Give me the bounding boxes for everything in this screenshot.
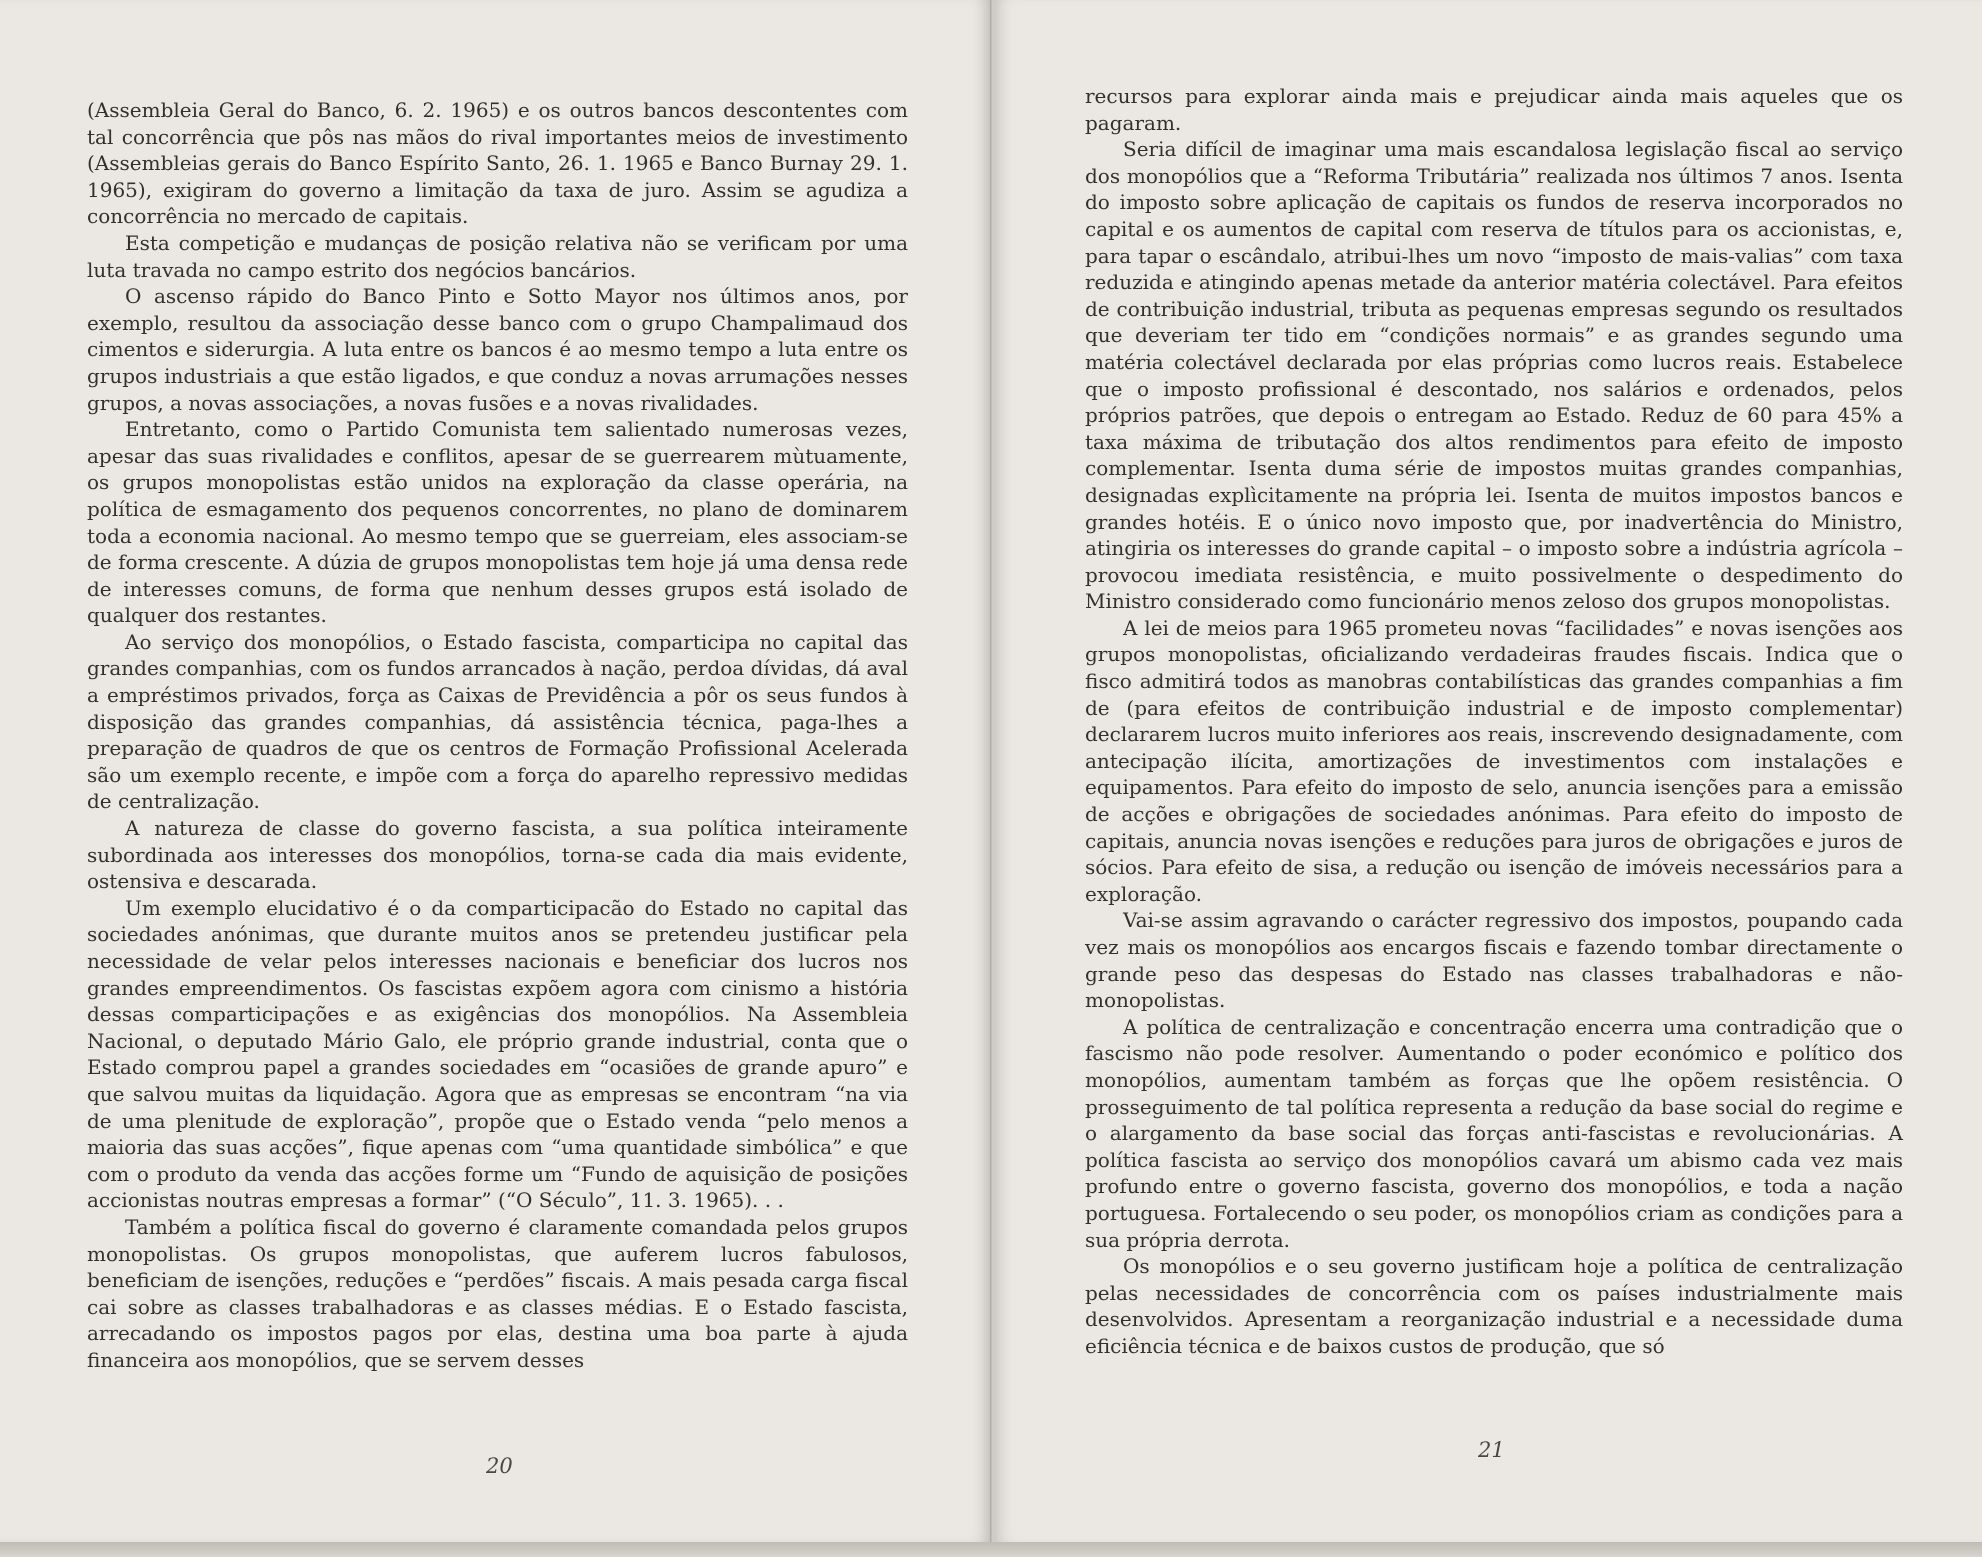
paragraph: Também a política fiscal do governo é claramente comandada pelos grupos monopolistas. Os grupos monopolistas, que auferem lucros fabulosos, beneficiam de isenções, reduções e “perdões” fiscais. A mais pesada carga fiscal cai sobre as classes trabalhadoras e as classes médias. E o Estado fascista, arrecadando os impostos pagos por elas, destina uma boa parte à ajuda financeira aos monopólios, que se servem desses	[87, 1214, 908, 1372]
paragraph: A lei de meios para 1965 prometeu novas “facilidades” e novas isenções aos grupos monopolistas, oficializando verdadeiras fraudes fiscais. Indica que o fisco admitirá todos as manobras contabilísticas das grandes companhias a fim de (para efeitos de contribuição industrial e de imposto complementar) declararem lucros muito inferiores aos reais, inscrevendo designadamente, com antecipação ilícita, amortizações de investimentos com instalações e equipamentos. Para efeito do imposto de selo, anuncia isenções para a emissão de acções e obrigações de sociedades anónimas. Para efeito do imposto de capitais, anuncia novas isenções e reduções para juros de obrigações e juros de sócios. Para efeito de sisa, a redução ou isenção de imóveis necessários para a exploração.	[1085, 615, 1903, 906]
paragraph: (Assembleia Geral do Banco, 6. 2. 1965) e os outros bancos descontentes com tal concorrência que pôs nas mãos do rival importantes meios de investimento (Assembleias gerais do Banco Espírito Santo, 26. 1. 1965 e Banco Burnay 29. 1. 1965), exigiram do governo a limitação da taxa de juro. Assim se agudiza a concorrência no mercado de capitais.	[87, 98, 908, 229]
paragraph: Os monopólios e o seu governo justificam hoje a política de centralização pelas necessidades de concorrência com os países industrialmente mais desenvolvidos. Apresentam a reorganização industrial e a necessidade duma eficiência técnica e de baixos custos de produção, que só	[1085, 1254, 1903, 1358]
paragraph: O ascenso rápido do Banco Pinto e Sotto Mayor nos últimos anos, por exemplo, resultou da associação desse banco com o grupo Champalimaud dos cimentos e siderurgia. A luta entre os bancos é ao mesmo tempo a luta entre os grupos industriais a que estão ligados, e que conduz a novas arrumações nesses grupos, a novas associações, a novas fusões e a novas rivalidades.	[87, 284, 908, 415]
paragraph: A natureza de classe do governo fascista, a sua política inteiramente subordinada aos interesses dos monopólios, torna-se cada dia mais evidente, ostensiva e descarada.	[87, 816, 908, 894]
right-page-body	[1085, 83, 1903, 1360]
page-bottom-edge	[0, 1542, 1982, 1557]
left-page-body	[87, 97, 908, 1374]
paragraph: Seria difícil de imaginar uma mais escandalosa legislação fiscal ao serviço dos monopólios que a “Reforma Tributária” realizada nos últimos 7 anos. Isenta do imposto sobre aplicação de capitais os fundos de reserva incorporados no capital e os aumentos de capital com reserva de títulos para os accionistas, e, para tapar o escândalo, atribui-lhes um novo “imposto de mais-valias” com taxa reduzida e atingindo apenas metade da anterior matéria colectável. Para efeitos de contribuição industrial, tributa as pequenas empresas segundo os resultados que deveriam ter tido em “condições normais” e as grandes segundo uma matéria colectável declarada por elas próprias como lucros reais. Estabelece que o imposto profissional é descontado, nos salários e ordenados, pelos próprios patrões, que depois o entregam ao Estado. Reduz de 60 para 45% a taxa máxima de tributação dos altos rendimentos para efeito de imposto complementar. Isenta duma série de impostos muitas grandes companhias, designadas explìcitamente na própria lei. Isenta de muitos impostos bancos e grandes hotéis. E o único novo imposto que, por inadvertência do Ministro, atingiria os interesses do grande capital – o imposto sobre a indústria agrícola – provocou imediata resistência, e muito possivelmente o despedimento do Ministro considerado como funcionário menos zeloso dos grupos monopolistas.	[1085, 137, 1903, 614]
paragraph: Um exemplo elucidativo é o da comparticipacão do Estado no capital das sociedades anónimas, que durante muitos anos se pretendeu justificar pela necessidade de velar pelos interesses nacionais e beneficiar dos lucros nos grandes empreendimentos. Os fascistas expõem agora com cinismo a história dessas comparticipações e as exigências dos monopólios. Na Assembleia Nacional, o deputado Mário Galo, ele próprio grande industrial, conta que o Estado comprou papel a grandes sociedades em “ocasiões de grande apuro” e que salvou muitas da liquidação. Agora que as empresas se encontram “na via de uma plenitude de exploração”, propõe que o Estado venda “pelo menos a maioria das suas acções”, fique apenas com “uma quantidade simbólica” e que com o produto da venda das acções forme um “Fundo de aquisição de posições accionistas noutras empresas a formar” (“O Século”, 11. 3. 1965). . .	[87, 895, 908, 1213]
page-number: 20	[486, 1454, 513, 1478]
paragraph: Vai-se assim agravando o carácter regressivo dos impostos, poupando cada vez mais os monopólios aos encargos fiscais e fazendo tombar directamente o grande peso das despesas do Estado nas classes trabalhadoras e não-monopolistas.	[1085, 908, 1903, 1013]
page-number: 21	[1478, 1438, 1505, 1462]
paragraph: A política de centralização e concentração encerra uma contradição que o fascismo não pode resolver. Aumentando o poder económico e político dos monopólios, aumentam também as forças que lhe opõem resistência. O prosseguimento de tal política representa a redução da base social do regime e o alargamento da base social das forças anti-fascistas e revolucionárias. A política fascista ao serviço dos monopólios cavará um abismo cada vez mais profundo entre o governo fascista, governo dos monopólios, e toda a nação portuguesa. Fortalecendo o seu poder, os monopólios criam as condições para a sua própria derrota.	[1085, 1014, 1903, 1252]
right-page	[994, 0, 1982, 1542]
left-page	[0, 0, 991, 1542]
paragraph: Ao serviço dos monopólios, o Estado fascista, comparticipa no capital das grandes companhias, com os fundos arrancados à nação, perdoa dívidas, dá aval a empréstimos privados, força as Caixas de Previdência a pôr os seus fundos à disposição das grandes companhias, dá assistência técnica, paga-lhes a preparação de quadros de que os centros de Formação Profissional Acelerada são um exemplo recente, e impõe com a força do aparelho repressivo medidas de centralização.	[87, 629, 908, 814]
paragraph: Esta competição e mudanças de posição relativa não se verificam por uma luta travada no campo estrito dos negócios bancários.	[87, 230, 908, 282]
paragraph: Entretanto, como o Partido Comunista tem salientado numerosas vezes, apesar das suas rivalidades e conflitos, apesar de se guerrearem mùtuamente, os grupos monopolistas estão unidos na exploração da classe operária, na política de esmagamento dos pequenos concorrentes, no plano de dominarem toda a economia nacional. Ao mesmo tempo que se guerreiam, eles associam-se de forma crescente. A dúzia de grupos monopolistas tem hoje já uma densa rede de interesses comuns, de forma que nenhum desses grupos está isolado de qualquer dos restantes.	[87, 417, 908, 628]
paragraph: recursos para explorar ainda mais e prejudicar ainda mais aqueles que os pagaram.	[1085, 84, 1903, 135]
